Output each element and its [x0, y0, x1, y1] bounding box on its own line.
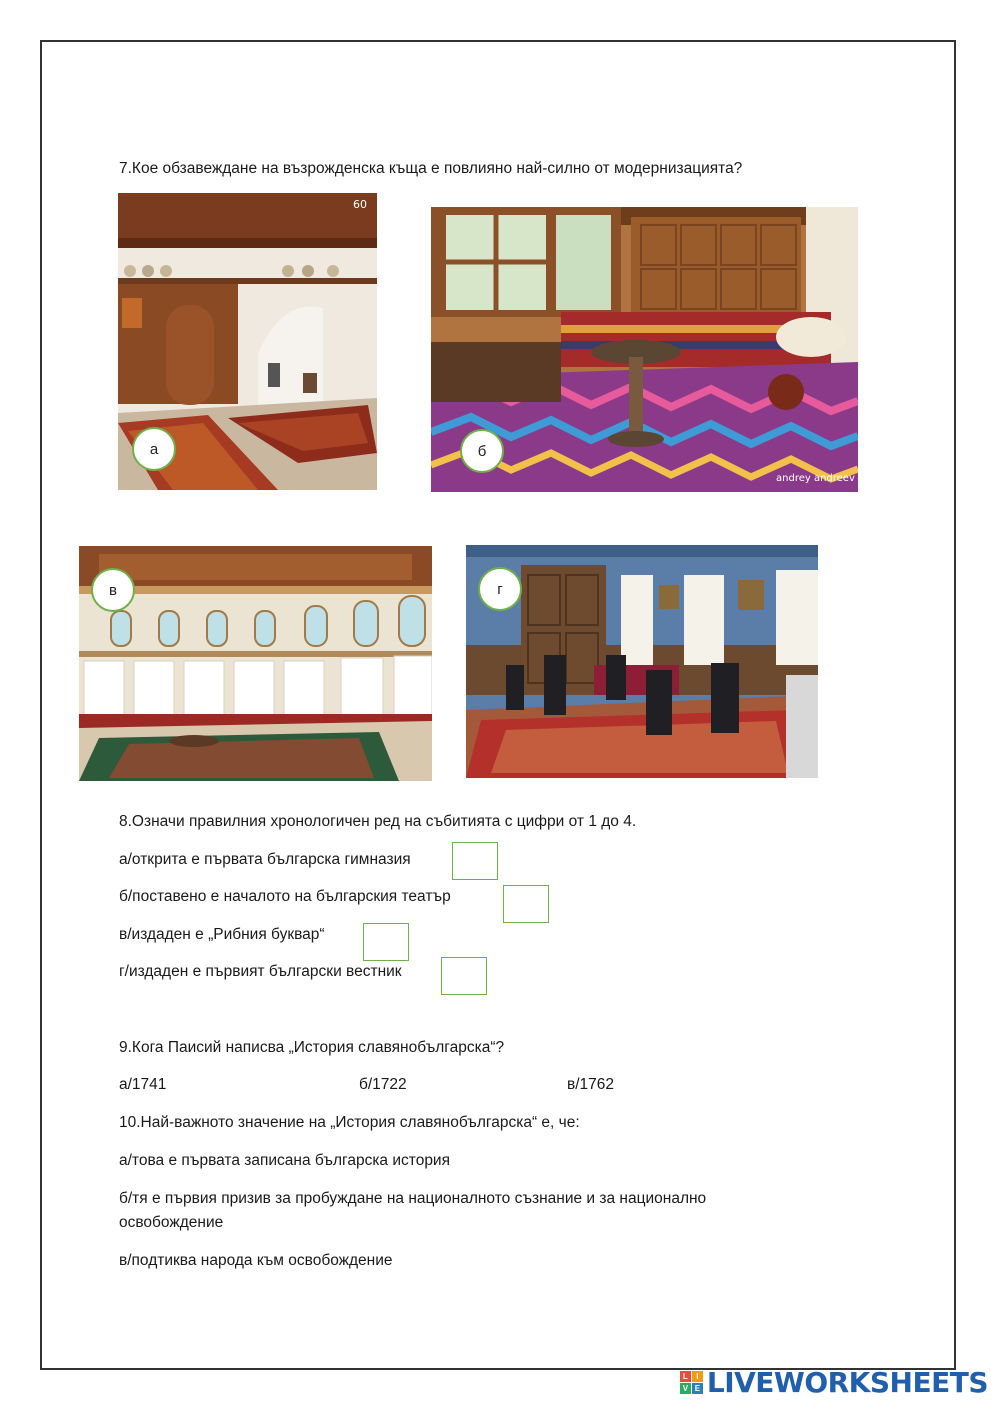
- label-a-badge[interactable]: а: [132, 427, 176, 471]
- question-8-text: 8.Означи правилния хронологичен ред на събитията с цифри от 1 до 4.: [119, 813, 637, 830]
- logo-letter-i: I: [692, 1371, 703, 1382]
- q10-option-v[interactable]: в/подтиква народа към освобождение: [119, 1252, 393, 1269]
- q10-option-a[interactable]: а/това е първата записана българска история: [119, 1152, 450, 1169]
- liveworksheets-logo: [680, 1366, 988, 1399]
- q9-option-a[interactable]: а/1741: [119, 1076, 167, 1093]
- q8-answer-box-b[interactable]: [503, 885, 549, 923]
- label-g-badge[interactable]: г: [478, 567, 522, 611]
- label-b-badge[interactable]: б: [460, 429, 504, 473]
- liveworksheets-logo-icon: [680, 1371, 703, 1394]
- logo-letter-v: V: [680, 1383, 691, 1394]
- liveworksheets-wordmark: LIVEWORKSHEETS: [706, 1366, 988, 1399]
- logo-letter-e: E: [692, 1383, 703, 1394]
- question-10-text: 10.Най-важното значение на „История славянобългарска“ е, че:: [119, 1114, 580, 1131]
- question-9-text: 9.Кога Паисий написва „История славянобългарска“?: [119, 1039, 505, 1056]
- photo-b-watermark: andrey andreev: [776, 473, 855, 484]
- label-v-badge[interactable]: в: [91, 568, 135, 612]
- q9-option-v[interactable]: в/1762: [567, 1076, 615, 1093]
- q8-item-a: а/открита е първата българска гимназия: [119, 851, 411, 868]
- q9-option-b[interactable]: б/1722: [359, 1076, 407, 1093]
- logo-letter-l: L: [680, 1371, 691, 1382]
- q10-option-b[interactable]: б/тя е първия призив за пробуждане на националното съзнание и за национално: [119, 1190, 707, 1207]
- q8-item-v: в/издаден е „Рибния буквар“: [119, 926, 325, 943]
- q10-option-b-continued[interactable]: освобождение: [119, 1214, 224, 1231]
- photo-a-corner-text: 60: [353, 198, 367, 211]
- q8-answer-box-v[interactable]: [363, 923, 409, 961]
- q8-item-g: г/издаден е първият български вестник: [119, 963, 402, 980]
- q8-answer-box-a[interactable]: [452, 842, 498, 880]
- question-7-text: 7.Кое обзавеждане на възрожденска къща е повлияно най-силно от модернизацията?: [119, 160, 743, 177]
- q8-item-b: б/поставено е началото на българския театър: [119, 888, 451, 905]
- q8-answer-box-g[interactable]: [441, 957, 487, 995]
